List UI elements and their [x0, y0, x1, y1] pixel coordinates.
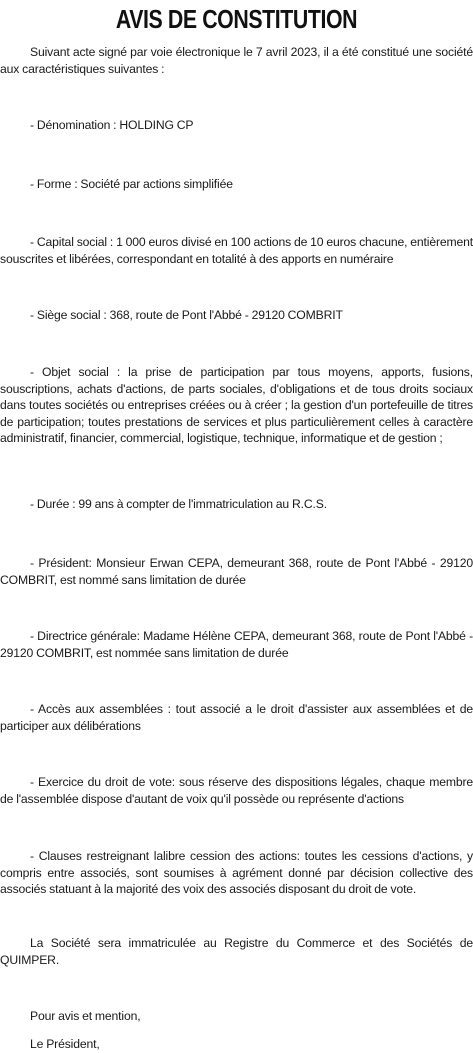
siege-social-item: - Siège social : 368, route de Pont l'Abbé - 29120 COMBRIT [30, 308, 343, 322]
president-item: - Président: Monsieur Erwan CEPA, demeurant 368, route de Pont l'Abbé - 29120 COMBRIT, est nommé sans limitation de durée [0, 556, 473, 587]
directrice-generale-item: - Directrice générale: Madame Hélène CEPA, demeurant 368, route de Pont l'Abbé - 29120 COMBRIT, est nommée sans limitation de durée [0, 629, 473, 660]
acces-assemblees-item: - Accès aux assemblées : tout associé a le droit d'assister aux assemblées et de participer aux délibérations [0, 702, 473, 733]
immatriculation-paragraph: La Société sera immatriculée au Registre du Commerce et des Sociétés de QUIMPER. [0, 936, 473, 967]
signatory-line: Le Président, [30, 1037, 100, 1051]
denomination-item: - Dénomination : HOLDING CP [30, 118, 194, 132]
duree-item: - Durée : 99 ans à compter de l'immatriculation au R.C.S. [30, 497, 327, 511]
forme-item: - Forme : Société par actions simplifiée [30, 177, 233, 191]
capital-social-item: - Capital social : 1 000 euros divisé en 100 actions de 10 euros chacune, entièrement souscrites et libérées, correspondant en totalité à des apports en numéraire [0, 235, 473, 266]
clauses-cession-item: - Clauses restreignant lalibre cession des actions: toutes les cessions d'actions, y compris entre associés, sont soumises à agrément donné par décision collective des associés statuant à la majorité des voix des associés disposant du droit de vote. [0, 849, 473, 896]
objet-social-item: - Objet social : la prise de participation par tous moyens, apports, fusions, souscriptions, achats d'actions, de parts sociales, d'obligations et de tous droits sociaux dans toutes sociétés ou entreprises créées ou à créer ; la gestion d'un portefeuille de titres de participation; toutes prestations de services et plus particulièrement celles à caractère administratif, financier, commercial, logistique, technique, informatique et de gestion ; [0, 365, 473, 445]
droit-de-vote-item: - Exercice du droit de vote: sous réserve des dispositions légales, chaque membre de l'assemblée dispose d'autant de voix qu'il possède ou représente d'actions [0, 775, 473, 806]
notice-title: AVIS DE CONSTITUTION [115, 4, 358, 34]
pour-avis-line: Pour avis et mention, [30, 1009, 141, 1023]
intro-paragraph: Suivant acte signé par voie électronique le 7 avril 2023, il a été constitué une société aux caractéristiques suivantes : [0, 45, 473, 76]
